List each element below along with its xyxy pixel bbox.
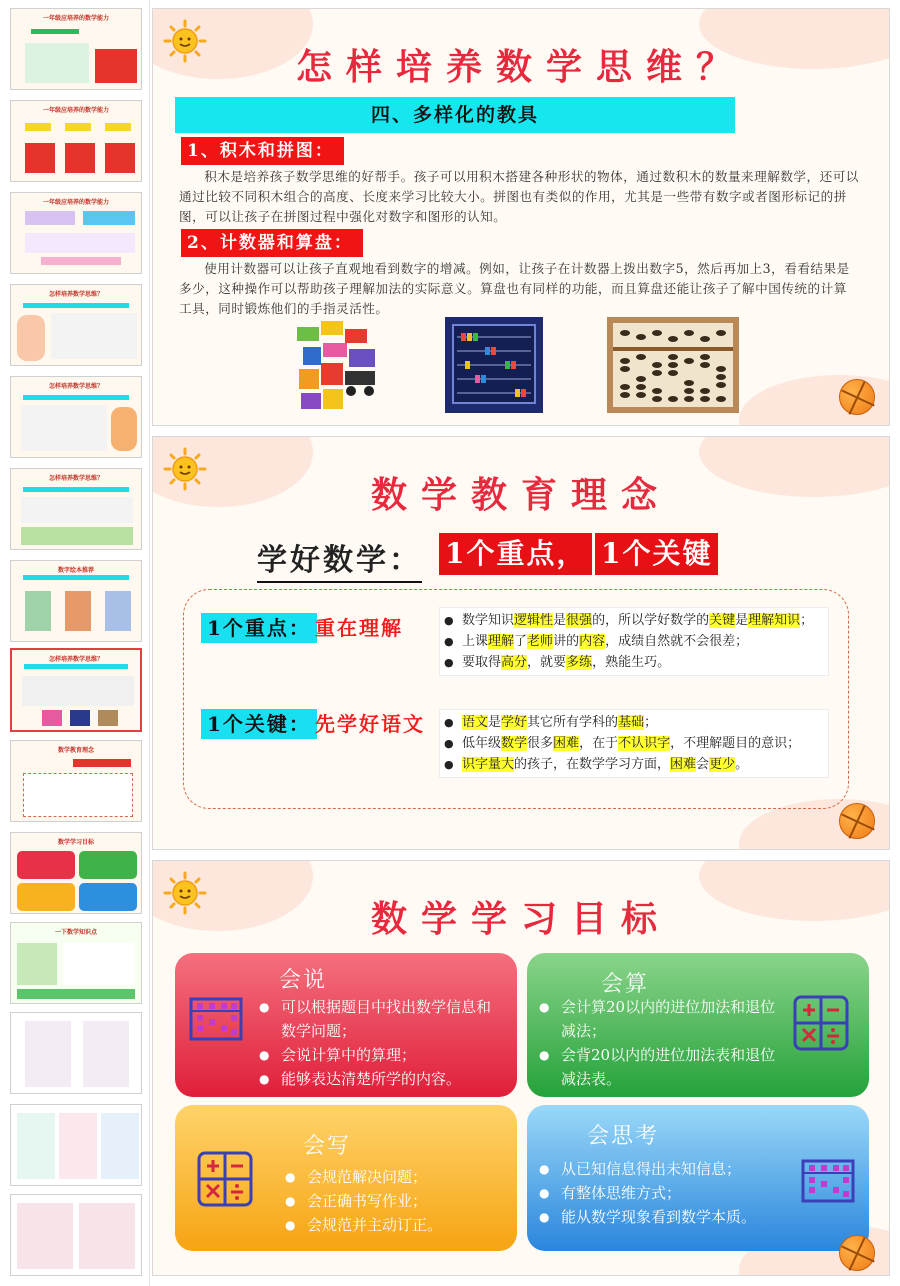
slide-thumbnail-12[interactable]: [10, 1012, 142, 1094]
paragraph: 使用计数器可以让孩子直观地看到数字的增减。例如，让孩子在计数器上拨出数字5，然后再加上3，看看结果是多少，这种操作可以帮助孩子理解加法的实际意义。算盘也有同样的功能，而且算盘还能让孩子了解中国传统的计算工具，同时锻炼他们的手指灵活性。: [179, 261, 850, 316]
thumbnail-block: [79, 851, 137, 879]
slide-teaching-tools: [152, 8, 890, 426]
card-items: [285, 1165, 505, 1237]
thumbnail-title: 怎样培养数学思维？: [48, 291, 103, 298]
point-value: 重在理解: [315, 616, 403, 640]
building-blocks-image: [293, 317, 383, 413]
thumbnail-block: [17, 989, 135, 999]
bullet-item: ● 语文是学好其它所有学科的基础；: [444, 712, 824, 733]
thumbnail-block: [105, 123, 131, 131]
thumbnail-bar: [23, 487, 129, 492]
thumbnail-title: 一年级应培养的数学能力: [42, 199, 109, 206]
thumbnail-bar: [23, 303, 129, 308]
card-item: ● 会规范解决问题；: [285, 1165, 505, 1189]
card-item: ● 会规范并主动订正。: [285, 1213, 505, 1237]
thumbnail-block: [65, 591, 91, 631]
thumbnail-block: [17, 883, 75, 911]
card-item: ● 会正确书写作业；: [285, 1189, 505, 1213]
slide-thumbnail-10[interactable]: [10, 832, 142, 914]
thumbnail-block: [17, 1113, 55, 1179]
thumbnail-block: [25, 233, 135, 253]
thumbnail-block: [79, 1203, 135, 1269]
card-items: [259, 995, 499, 1091]
bullet-item: ● 要取得高分，就要多练，熟能生巧。: [444, 652, 824, 673]
thumbnail-block: [83, 1021, 129, 1087]
subhead-text: 学好数学：: [257, 535, 422, 583]
thumbnail-block: [25, 591, 51, 631]
goal-card-calculate: [527, 953, 869, 1097]
thumbnail-block: [17, 851, 75, 879]
slide-thumbnail-9[interactable]: [10, 740, 142, 822]
thumbnail-block: [51, 313, 137, 359]
thumbnail-block: [17, 943, 57, 985]
thumbnail-title: 数学教育理念: [57, 747, 94, 754]
bullet-item: ● 低年级数学很多困难，在于不认识字，不理解题目的意识；: [444, 733, 824, 754]
thumbnail-block: [95, 49, 137, 83]
abacus-icon: [801, 1159, 855, 1203]
card-title: 会写: [303, 1134, 352, 1159]
thumbnail-title: 一年级应培养的数学能力: [42, 15, 109, 22]
thumbnail-block: [21, 405, 107, 451]
slide-thumbnail-11[interactable]: [10, 922, 142, 1004]
slide-thumbnail-5[interactable]: [10, 376, 142, 458]
thumbnail-block: [98, 710, 118, 726]
thumbnail-block: [59, 1113, 97, 1179]
thumbnail-block: [63, 943, 135, 985]
card-item: ● 有整体思维方式；: [539, 1181, 795, 1205]
slide-thumbnail-3[interactable]: [10, 192, 142, 274]
point-value: 先学好语文: [315, 712, 425, 736]
slide-title: 数学学习目标: [370, 898, 671, 940]
slide-thumbnail-7[interactable]: [10, 560, 142, 642]
slide-thumbnail-4[interactable]: [10, 284, 142, 366]
goal-card-write: [175, 1105, 517, 1251]
thumbnail-bar: [24, 664, 128, 669]
bullet-item: ● 数学知识逻辑性是很强的，所以学好数学的关键是理解知识；: [444, 610, 824, 631]
thumbnail-block: [17, 1203, 73, 1269]
slide-thumbnail-8[interactable]: [10, 648, 142, 732]
card-title: 会思考: [587, 1124, 660, 1149]
thumbnail-block: [25, 1021, 71, 1087]
item-label: 1、积木和拼图：: [181, 137, 344, 165]
thumbnail-block: [111, 407, 137, 451]
card-items: [539, 995, 789, 1091]
card-title: 会算: [601, 972, 650, 997]
bullet-item: ● 识字量大的孩子，在数学学习方面，困难会更少。: [444, 754, 824, 775]
thumbnail-block: [17, 315, 45, 361]
slide-thumbnail-panel: [0, 0, 150, 1286]
thumbnail-block: [23, 773, 133, 817]
card-item: ● 会说计算中的算理；: [259, 1043, 499, 1067]
thumbnail-block: [73, 759, 131, 767]
thumbnail-block: [22, 676, 134, 706]
slide-education-philosophy: [152, 436, 890, 850]
slide-thumbnail-13[interactable]: [10, 1104, 142, 1186]
slide-thumbnail-14[interactable]: [10, 1194, 142, 1276]
thumbnail-block: [25, 123, 51, 131]
goal-card-think: [527, 1105, 869, 1251]
thumbnail-block: [105, 143, 135, 173]
card-title: 会说: [279, 968, 328, 993]
card-items: [539, 1157, 795, 1229]
thumbnail-block: [25, 43, 89, 83]
key-point-box: 1个重点，: [439, 533, 592, 575]
point-label: 1个关键：: [201, 709, 317, 739]
math-symbols-icon: [197, 1151, 253, 1207]
thumbnail-block: [79, 883, 137, 911]
slide-learning-goals: [152, 860, 890, 1276]
item-label: 2、计数器和算盘：: [181, 229, 363, 257]
paragraph: 积木是培养孩子数学思维的好帮手。孩子可以用积木搭建各种形状的物体，通过数积木的数量来理解数学，还可以通过比较不同积木组合的高度、长度来学习比较大小。拼图也有类似的作用，尤其是一些带有数字或者图形标记的拼图，可以让孩子在拼图过程中强化对数字和图形的认知。: [179, 169, 859, 224]
thumbnail-title: 怎样培养数学思维？: [48, 383, 103, 390]
thumbnail-block: [41, 257, 121, 265]
thumbnail-block: [21, 527, 133, 545]
card-item: ● 会背20以内的进位加法表和退位减法表。: [539, 1043, 789, 1091]
thumbnail-block: [42, 710, 62, 726]
thumbnail-title: 数学学习目标: [57, 839, 94, 846]
thumbnail-bar: [23, 395, 129, 400]
abacus-icon: [189, 997, 243, 1041]
point1-bullet-list: [439, 607, 829, 676]
card-item: ● 从已知信息得出未知信息；: [539, 1157, 795, 1181]
card-item: ● 可以根据题目中找出数学信息和数学问题；: [259, 995, 499, 1043]
point2-bullet-list: [439, 709, 829, 778]
card-item: ● 能从数学现象看到数学本质。: [539, 1205, 795, 1229]
thumbnail-block: [25, 211, 75, 225]
thumbnail-title: 一下数学知识点: [54, 929, 97, 936]
section-heading: 四、多样化的教具: [175, 97, 735, 133]
slide-title: 数学教育理念: [370, 474, 671, 516]
thumbnail-block: [83, 211, 135, 225]
counter-frame-image: [445, 317, 543, 413]
key-point-box: 1个关键: [595, 533, 718, 575]
slide-thumbnail-6[interactable]: [10, 468, 142, 550]
basketball-icon: [839, 379, 875, 415]
goal-card-speak: [175, 953, 517, 1097]
point-label: 1个重点：: [201, 613, 317, 643]
thumbnail-title: 数字绘本推荐: [57, 567, 94, 574]
thumbnail-bar: [31, 29, 79, 34]
thumbnail-block: [65, 123, 91, 131]
basketball-icon: [839, 1235, 875, 1271]
basketball-icon: [839, 803, 875, 839]
card-item: ● 会计算20以内的进位加法和退位减法；: [539, 995, 789, 1043]
subhead: [257, 535, 422, 583]
thumbnail-block: [21, 497, 133, 523]
slide-thumbnail-1[interactable]: [10, 8, 142, 90]
math-symbols-icon: [793, 995, 849, 1051]
thumbnail-block: [70, 710, 90, 726]
card-item: ● 能够表达清楚所学的内容。: [259, 1067, 499, 1091]
bullet-item: ● 上课理解了老师讲的内容，成绩自然就不会很差；: [444, 631, 824, 652]
thumbnail-block: [65, 143, 95, 173]
slide-title: 怎样培养数学思维？: [295, 46, 746, 88]
thumbnail-title: 怎样培养数学思维？: [48, 656, 103, 663]
thumbnail-bar: [23, 575, 129, 580]
slide-thumbnail-2[interactable]: [10, 100, 142, 182]
thumbnail-title: 怎样培养数学思维？: [48, 475, 103, 482]
thumbnail-block: [25, 143, 55, 173]
thumbnail-block: [101, 1113, 139, 1179]
thumbnail-block: [105, 591, 131, 631]
thumbnail-title: 一年级应培养的数学能力: [42, 107, 109, 114]
abacus-image: [607, 317, 739, 413]
